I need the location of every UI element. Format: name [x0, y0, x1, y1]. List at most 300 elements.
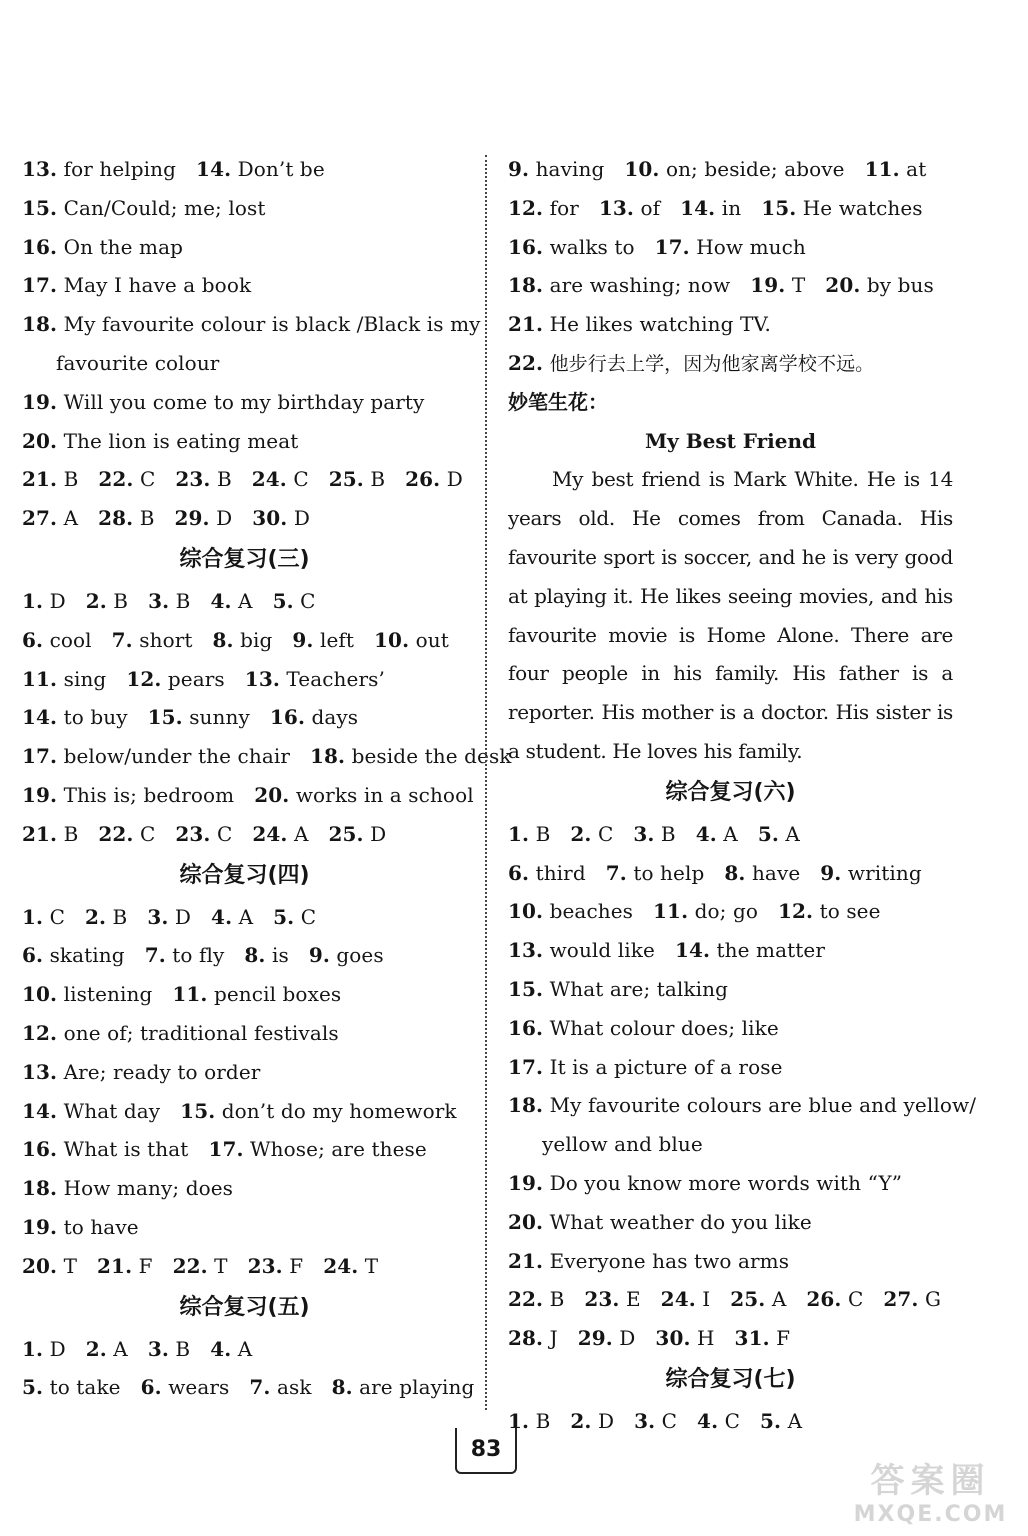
answer-line [22, 1169, 467, 1208]
answer-item [735, 1326, 791, 1350]
answer-text: I [702, 1287, 711, 1312]
answer-text: D [597, 1408, 615, 1433]
question-number: 1. [22, 904, 44, 929]
question-number: 18. [22, 312, 58, 337]
page-number: 83 [455, 1428, 517, 1474]
answer-item [211, 905, 253, 929]
answer-text: having [535, 157, 605, 181]
answer-item [180, 1099, 456, 1123]
answer-text: C [724, 1408, 741, 1433]
question-number: 26. [806, 1287, 842, 1312]
answer-item [760, 1409, 802, 1433]
question-number: 9. [292, 627, 314, 652]
answer-item [22, 744, 290, 768]
question-number: 20. [254, 782, 290, 807]
question-number: 28. [508, 1326, 544, 1351]
answer-text: B [139, 506, 155, 531]
answer-item [22, 273, 251, 297]
answer-text: Whose; are these [250, 1137, 427, 1162]
question-number: 7. [144, 943, 166, 968]
answer-line [22, 815, 467, 854]
question-number: 4. [211, 904, 233, 929]
answer-text: May I have a book [63, 273, 252, 298]
answer-item [680, 196, 741, 220]
question-number: 2. [84, 904, 107, 929]
answer-item [508, 938, 655, 962]
answer-text: My favourite colour is black /Black is my [63, 312, 481, 337]
answer-item [273, 905, 316, 929]
question-number: 31. [734, 1326, 770, 1351]
question-number: 8. [724, 860, 746, 885]
answer-text: B [175, 1336, 191, 1361]
answer-item [86, 1337, 128, 1361]
question-number: 14. [680, 195, 716, 220]
question-number: 26. [405, 467, 441, 492]
answer-text: sunny [189, 705, 250, 730]
answer-text: are washing; now [549, 273, 731, 298]
answer-line [22, 1368, 475, 1407]
answer-item [173, 1254, 228, 1278]
question-number: 21. [508, 312, 544, 337]
answer-line [22, 1014, 467, 1053]
question-number: 1. [22, 588, 44, 613]
question-number: 10. [508, 899, 544, 924]
answer-item [806, 1287, 863, 1311]
answer-item [508, 1093, 976, 1117]
question-number: 19. [22, 782, 58, 807]
question-number: 2. [570, 821, 592, 846]
answer-text: sing [63, 666, 107, 691]
question-number: 19. [22, 1214, 58, 1239]
section-heading: 综合复习(四) [179, 862, 310, 888]
answer-item [85, 905, 127, 929]
answer-text: D [49, 588, 66, 613]
answer-text: days [311, 705, 359, 730]
answer-item [697, 1409, 740, 1433]
answer-text: third [535, 860, 586, 885]
answer-text: B [370, 467, 386, 492]
answer-text: listening [63, 982, 153, 1007]
answer-text: B [549, 1287, 565, 1312]
answer-text: B [660, 821, 676, 846]
answer-text: B [63, 821, 79, 846]
answer-text: A [238, 904, 254, 929]
answer-line [508, 815, 953, 854]
answer-text: don’t do my homework [221, 1098, 457, 1123]
answer-item [328, 822, 386, 846]
answer-item [633, 822, 675, 846]
question-number: 6. [140, 1375, 162, 1400]
answer-line [22, 660, 467, 699]
answer-line [508, 228, 953, 267]
answer-item [508, 1287, 564, 1311]
answer-text: B [113, 588, 129, 613]
answer-text: A [771, 1287, 787, 1312]
question-number: 17. [22, 744, 58, 769]
answer-text: C [139, 821, 156, 846]
answer-text: to see [819, 899, 881, 924]
answer-item [508, 1055, 783, 1079]
answer-item [696, 822, 738, 846]
answer-line [22, 150, 467, 189]
answer-item [758, 822, 800, 846]
answer-item [148, 1337, 190, 1361]
answer-text: for [549, 195, 579, 220]
question-number: 3. [147, 904, 169, 929]
answer-item [624, 157, 844, 181]
answer-text: C [661, 1408, 678, 1433]
question-number: 14. [22, 705, 58, 730]
answer-item [98, 467, 155, 491]
answer-item [22, 943, 125, 967]
answer-item [323, 1254, 378, 1278]
answer-line [22, 1247, 467, 1286]
answer-line [508, 1402, 953, 1441]
answer-item [210, 589, 252, 613]
answer-text: Can/Could; me; lost [63, 195, 266, 220]
answer-item [332, 1375, 475, 1399]
answer-line [508, 970, 953, 1009]
answer-line [22, 383, 467, 422]
answer-line [22, 1130, 467, 1169]
left-column [22, 150, 512, 1407]
answer-item [292, 628, 354, 652]
answer-item [508, 977, 728, 1001]
answer-text: What are; talking [549, 976, 729, 1001]
question-number: 19. [22, 389, 58, 414]
answer-item [778, 899, 881, 923]
answer-text: below/under the chair [63, 744, 291, 769]
answer-item [578, 1326, 636, 1350]
essay-title: My Best Friend [644, 428, 817, 453]
answer-item [22, 783, 234, 807]
answer-line [22, 228, 467, 267]
question-number: 17. [508, 1054, 544, 1079]
question-number: 6. [22, 943, 44, 968]
answer-text: cool [49, 627, 92, 652]
answer-item [22, 1137, 188, 1161]
answer-line [22, 1092, 467, 1131]
answer-text: to have [63, 1214, 139, 1239]
answer-text: C [49, 904, 65, 929]
question-number: 3. [634, 1408, 656, 1433]
answer-item [309, 943, 384, 967]
answer-item [661, 1287, 711, 1311]
answer-text: on; beside; above [665, 157, 845, 181]
answer-line [508, 854, 953, 893]
answer-text: wears [168, 1375, 230, 1400]
question-number: 13. [508, 938, 544, 963]
question-number: 27. [883, 1287, 919, 1312]
answer-text: What weather do you like [549, 1209, 812, 1234]
question-number: 18. [310, 744, 346, 769]
answer-text: 他步行去上学，因为他家离学校不远。 [549, 352, 875, 375]
question-number: 22. [98, 467, 134, 492]
answer-text: writing [847, 860, 922, 885]
answer-item [508, 822, 550, 846]
answer-item [270, 705, 358, 729]
column-divider [485, 155, 487, 1410]
question-number: 4. [210, 1336, 232, 1361]
answer-item [724, 861, 800, 885]
answer-text: H [697, 1326, 715, 1351]
answer-text: D [446, 467, 463, 492]
answer-text: to take [49, 1375, 121, 1400]
question-number: 7. [249, 1375, 271, 1400]
answer-item [22, 506, 78, 530]
question-number: 21. [97, 1253, 133, 1278]
answer-item [98, 506, 154, 530]
answer-text: A [237, 1336, 253, 1361]
answer-item [208, 1137, 426, 1161]
section-heading: 综合复习(三) [179, 546, 310, 572]
answer-item [825, 273, 934, 297]
answer-line [508, 931, 953, 970]
answer-text: one of; traditional festivals [63, 1020, 339, 1045]
answer-text: Everyone has two arms [549, 1248, 790, 1273]
question-number: 3. [147, 1336, 169, 1361]
question-number: 15. [180, 1098, 216, 1123]
question-number: 6. [508, 860, 530, 885]
answer-text: G [924, 1287, 942, 1312]
answer-item [22, 467, 78, 491]
answer-text: in [721, 195, 742, 220]
answer-item [22, 429, 298, 453]
answer-item [405, 467, 463, 491]
question-number: 9. [308, 943, 330, 968]
answer-item [599, 196, 660, 220]
answer-text: C [216, 821, 233, 846]
question-number: 14. [196, 157, 232, 181]
question-number: 24. [660, 1287, 696, 1312]
answer-item [141, 1375, 230, 1399]
question-number: 24. [252, 821, 288, 846]
answer-text: How many; does [63, 1176, 234, 1201]
answer-text: This is; bedroom [63, 782, 235, 807]
answer-line [22, 266, 467, 305]
answer-text: big [240, 627, 273, 652]
question-number: 22. [98, 821, 134, 846]
answer-item [175, 467, 231, 491]
question-number: 12. [22, 1020, 58, 1045]
answer-text: Are; ready to order [63, 1059, 261, 1084]
answer-text: B [535, 1408, 551, 1433]
answer-text: J [549, 1326, 558, 1351]
question-number: 20. [22, 1253, 58, 1278]
answer-item [249, 1375, 311, 1399]
answer-text: beaches [549, 899, 634, 924]
question-number: 1. [22, 1336, 44, 1361]
answer-text: A [785, 821, 800, 846]
answer-item [22, 589, 66, 613]
question-number: 3. [148, 588, 170, 613]
section-heading: 综合复习(七) [665, 1366, 796, 1392]
answer-item [570, 1409, 614, 1433]
question-number: 21. [22, 821, 58, 846]
question-number: 23. [584, 1287, 620, 1312]
answer-item [22, 667, 106, 691]
answer-item [655, 235, 806, 259]
answer-item [508, 235, 635, 259]
answer-line [508, 1319, 953, 1358]
answer-text: of [640, 195, 661, 220]
answer-continuation: yellow and blue [542, 1132, 703, 1157]
answer-text: A [63, 506, 79, 531]
answer-item [172, 982, 341, 1006]
answer-line [508, 1048, 953, 1087]
question-number: 17. [22, 273, 58, 298]
answer-item [750, 273, 805, 297]
answer-line [22, 582, 467, 621]
question-number: 24. [251, 467, 287, 492]
answer-text: D [619, 1326, 636, 1351]
writing-section-label: 妙笔生花： [508, 389, 608, 414]
answer-text: Do you know more words with “Y” [549, 1170, 903, 1195]
question-number: 3. [633, 821, 655, 846]
answer-text: C [139, 467, 156, 492]
answer-text: A [723, 821, 738, 846]
question-number: 5. [272, 588, 294, 613]
answer-item [22, 1099, 160, 1123]
question-number: 19. [750, 273, 786, 298]
answer-item [329, 467, 385, 491]
answer-line [22, 1053, 467, 1092]
answer-item [508, 861, 586, 885]
answer-text: F [776, 1326, 791, 1351]
answer-line [22, 1330, 467, 1369]
answer-text: pencil boxes [213, 982, 342, 1007]
answer-line [22, 1208, 467, 1247]
answer-item [254, 783, 473, 807]
question-number: 21. [508, 1248, 544, 1273]
question-number: 9. [508, 157, 530, 181]
answer-text: B [175, 588, 191, 613]
answer-line [508, 892, 953, 931]
question-number: 11. [653, 899, 689, 924]
answer-text: How much [696, 234, 806, 259]
answer-text: He watches [802, 195, 923, 220]
answer-text: C [293, 467, 309, 492]
answer-text: to help [633, 860, 705, 885]
answer-text: short [139, 627, 193, 652]
answer-line [508, 1164, 953, 1203]
answer-item [761, 196, 922, 220]
answer-continuation: favourite colour [56, 350, 220, 375]
question-number: 22. [508, 350, 544, 375]
question-number: 5. [273, 904, 295, 929]
answer-item [508, 351, 874, 375]
question-number: 13. [22, 1059, 58, 1084]
answer-text: T [63, 1253, 78, 1278]
answer-line [22, 776, 474, 815]
answer-item [22, 705, 128, 729]
question-number: 25. [730, 1287, 766, 1312]
answer-text: have [751, 860, 801, 885]
answer-text: C [597, 821, 614, 846]
answer-item [508, 1249, 789, 1273]
question-number: 1. [508, 1408, 530, 1433]
answer-text: B [63, 467, 79, 492]
answer-text: T [214, 1253, 228, 1278]
answer-text: at [906, 157, 927, 181]
answer-item [22, 1337, 66, 1361]
answer-text: D [370, 821, 387, 846]
answer-item [252, 467, 309, 491]
answer-item [175, 822, 232, 846]
answer-text: B [216, 467, 232, 492]
answer-item [148, 705, 250, 729]
answer-item [508, 157, 604, 181]
question-number: 20. [825, 273, 861, 298]
answer-line [22, 975, 467, 1014]
question-number: 8. [212, 627, 234, 652]
question-number: 16. [269, 705, 306, 730]
section-heading: 综合复习(五) [179, 1294, 310, 1320]
answer-text: skating [49, 943, 125, 968]
question-number: 16. [508, 234, 544, 259]
answer-item [22, 390, 424, 414]
answer-text: to fly [172, 943, 225, 968]
answer-item [145, 943, 225, 967]
answer-item [22, 157, 176, 181]
answer-text: pears [167, 666, 225, 691]
answer-item [97, 1254, 153, 1278]
answer-item [653, 899, 758, 923]
answer-item [374, 628, 449, 652]
question-number: 4. [695, 821, 717, 846]
answer-line [508, 189, 953, 228]
section-heading: 综合复习(六) [665, 779, 796, 805]
answer-line [22, 936, 467, 975]
question-number: 13. [22, 157, 58, 181]
question-number: 20. [22, 428, 58, 453]
question-number: 14. [674, 938, 711, 963]
answer-text: out [415, 627, 449, 652]
answer-item [310, 744, 512, 768]
question-number: 22. [172, 1253, 208, 1278]
answer-text: E [625, 1287, 641, 1312]
question-number: 15. [508, 976, 544, 1001]
answer-item [508, 1016, 779, 1040]
answer-line [22, 698, 467, 737]
answer-line [22, 460, 467, 499]
answer-item [820, 861, 921, 885]
answer-text: Don’t be [237, 157, 325, 181]
question-number: 1. [508, 821, 530, 846]
answer-text: C [300, 904, 317, 929]
question-number: 12. [508, 195, 544, 220]
answer-text: What day [63, 1098, 161, 1123]
answer-text: goes [336, 943, 384, 968]
answer-item [570, 822, 613, 846]
answer-item [508, 1326, 558, 1350]
answer-text: to buy [63, 705, 128, 730]
answer-item [86, 589, 128, 613]
question-number: 11. [864, 157, 900, 181]
answer-text: T [791, 273, 806, 298]
answer-item [865, 157, 927, 181]
question-number: 27. [22, 506, 58, 531]
watermark-top: 答案圈 [870, 1461, 991, 1501]
answer-line [22, 737, 512, 776]
answer-text: D [174, 904, 192, 929]
answer-item [883, 1287, 941, 1311]
question-number: 30. [252, 506, 288, 531]
question-number: 24. [323, 1253, 359, 1278]
answer-line [508, 1280, 953, 1319]
answer-text: would like [549, 938, 655, 963]
answer-text: Teachers’ [286, 666, 385, 691]
